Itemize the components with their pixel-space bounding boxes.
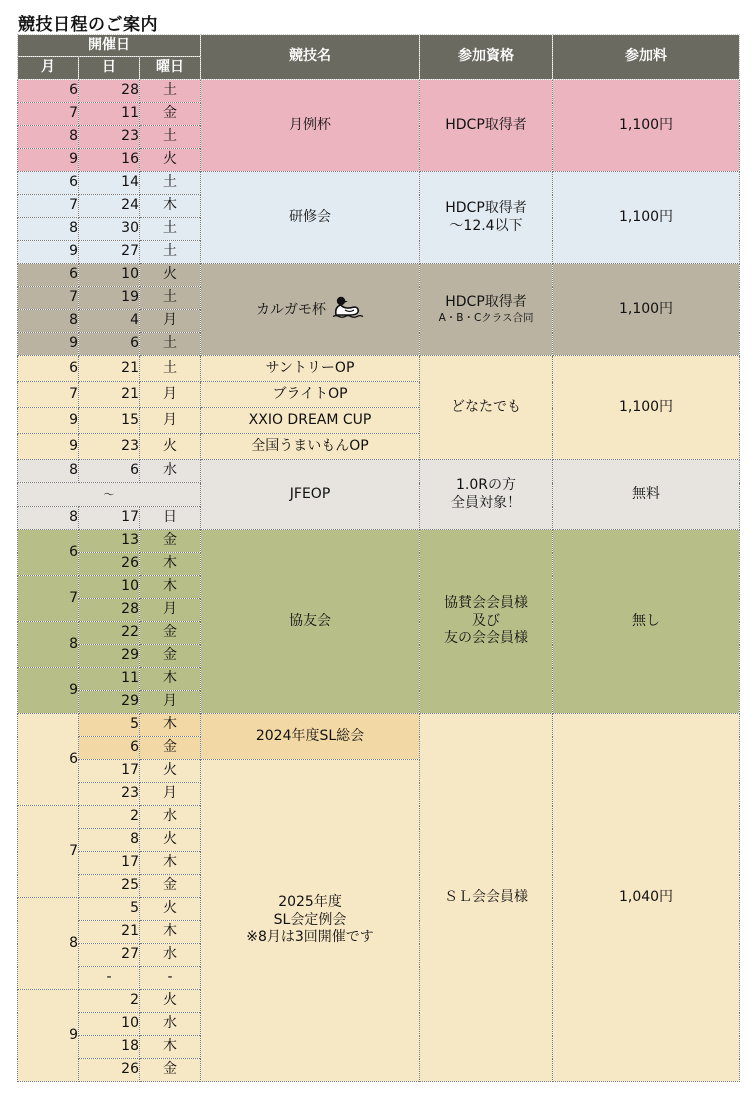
fee-header: 参加料 [553, 35, 740, 80]
weekday-cell: 火 [140, 149, 201, 172]
fee: 無し [553, 530, 740, 714]
month-cell: 7 [18, 103, 79, 126]
weekday-cell: 土 [140, 172, 201, 195]
weekday-cell: 木 [140, 553, 201, 576]
qualification-line: HDCP取得者 [445, 200, 527, 216]
weekday-cell: 月 [140, 408, 201, 434]
weekday-cell: 水 [140, 460, 201, 483]
event-name: XXIO DREAM CUP [201, 408, 420, 434]
month-cell: 8 [18, 126, 79, 149]
qualification-line: 全員対象！ [451, 494, 522, 511]
weekday-cell: 土 [140, 80, 201, 103]
month-cell: 9 [18, 434, 79, 460]
day-cell: 8 [79, 829, 140, 852]
qualification-header: 参加資格 [420, 35, 553, 80]
weekday-cell: 火 [140, 264, 201, 287]
weekday-cell: 月 [140, 382, 201, 408]
weekday-cell: 月 [140, 691, 201, 714]
qualification: HDCP取得者 [420, 80, 553, 172]
day-cell: 26 [79, 1059, 140, 1082]
day-cell: 26 [79, 553, 140, 576]
fee: 1,100円 [553, 80, 740, 172]
weekday-cell: 月 [140, 783, 201, 806]
day-cell: 11 [79, 103, 140, 126]
day-cell: 18 [79, 1036, 140, 1059]
month-cell: 9 [18, 241, 79, 264]
weekday-cell: 火 [140, 434, 201, 460]
table-row [18, 714, 740, 737]
qualification-line: 1.0Rの方 [456, 477, 517, 493]
month-cell: 6 [18, 264, 79, 287]
month-cell: 8 [18, 898, 79, 990]
weekday-cell: 土 [140, 126, 201, 149]
date-group-header: 開催日 [18, 35, 201, 57]
qualification-line: 協賛会会員様 [444, 595, 529, 612]
table-row [18, 172, 740, 195]
weekday-cell: 金 [140, 622, 201, 645]
day-cell: 13 [79, 530, 140, 553]
month-cell: 6 [18, 80, 79, 103]
weekday-cell: 木 [140, 576, 201, 599]
qualification-line: HDCP取得者 [445, 294, 527, 311]
day-cell: 14 [79, 172, 140, 195]
table-row [18, 264, 740, 287]
page-title: 競技日程のご案内 [18, 15, 158, 35]
day-cell: 21 [79, 921, 140, 944]
table-row [18, 530, 740, 553]
day-cell: 4 [79, 310, 140, 333]
month-cell: 7 [18, 287, 79, 310]
day-header: 日 [79, 57, 140, 80]
day-cell: 28 [79, 599, 140, 622]
weekday-cell: 土 [140, 356, 201, 382]
day-cell: 17 [79, 852, 140, 875]
qualification-line: ～12.4以下 [449, 217, 523, 234]
weekday-header: 曜日 [140, 57, 201, 80]
weekday-cell: 土 [140, 241, 201, 264]
fee: 1,100円 [553, 356, 740, 460]
fee: 1,040円 [553, 714, 740, 1082]
month-cell: 8 [18, 310, 79, 333]
day-cell: 5 [79, 714, 140, 737]
event-name-cell [201, 264, 420, 356]
qualification: どなたでも [420, 356, 553, 460]
fee: 1,100円 [553, 264, 740, 356]
weekday-cell: 金 [140, 1059, 201, 1082]
day-cell: 21 [79, 382, 140, 408]
day-cell: 17 [79, 760, 140, 783]
day-cell: 17 [79, 507, 140, 530]
weekday-cell: 火 [140, 898, 201, 921]
weekday-cell: 日 [140, 507, 201, 530]
event-name: 全国うまいもんOP [201, 434, 420, 460]
month-cell: 6 [18, 356, 79, 382]
event-name: 研修会 [201, 172, 420, 264]
month-cell: 8 [18, 622, 79, 668]
weekday-cell: 月 [140, 310, 201, 333]
day-cell: 6 [79, 460, 140, 483]
event-name: ブライトOP [201, 382, 420, 408]
day-cell: 27 [79, 944, 140, 967]
day-cell: 11 [79, 668, 140, 691]
weekday-cell: 木 [140, 668, 201, 691]
day-cell: 22 [79, 622, 140, 645]
day-cell: 23 [79, 783, 140, 806]
day-cell: 30 [79, 218, 140, 241]
day-cell: 23 [79, 434, 140, 460]
fee: 無料 [553, 460, 740, 530]
table-row [18, 80, 740, 103]
day-cell: 10 [79, 576, 140, 599]
day-cell: 21 [79, 356, 140, 382]
day-cell: 24 [79, 195, 140, 218]
event-line: 2025年度 [278, 894, 342, 911]
weekday-cell: 月 [140, 599, 201, 622]
weekday-cell: 水 [140, 1013, 201, 1036]
day-cell: 27 [79, 241, 140, 264]
weekday-cell: - [140, 967, 201, 990]
month-cell: 8 [18, 460, 79, 483]
weekday-cell: 土 [140, 287, 201, 310]
month-cell: 8 [18, 218, 79, 241]
schedule-table [17, 34, 740, 1082]
weekday-cell: 火 [140, 760, 201, 783]
weekday-cell: 火 [140, 829, 201, 852]
event-header: 競技名 [201, 35, 420, 80]
event-name: カルガモ杯 [256, 301, 327, 318]
day-cell: 16 [79, 149, 140, 172]
day-cell: 23 [79, 126, 140, 149]
weekday-cell: 金 [140, 875, 201, 898]
weekday-cell: 土 [140, 333, 201, 356]
day-cell: 25 [79, 875, 140, 898]
month-cell: 7 [18, 382, 79, 408]
weekday-cell: 水 [140, 944, 201, 967]
date-range-tilde: ～ [18, 483, 201, 507]
month-cell: 7 [18, 576, 79, 622]
weekday-cell: 木 [140, 195, 201, 218]
qualification [420, 264, 553, 356]
month-cell: 9 [18, 990, 79, 1082]
weekday-cell: 金 [140, 645, 201, 668]
weekday-cell: 水 [140, 806, 201, 829]
day-cell: 5 [79, 898, 140, 921]
day-cell: 29 [79, 645, 140, 668]
qualification [420, 530, 553, 714]
day-cell: 19 [79, 287, 140, 310]
event-name: JFEOP [201, 460, 420, 530]
qualification [420, 460, 553, 530]
month-cell: 9 [18, 668, 79, 714]
month-cell: 9 [18, 149, 79, 172]
day-cell: 2 [79, 806, 140, 829]
duck-icon [330, 296, 364, 324]
fee: 1,100円 [553, 172, 740, 264]
qualification-line: 及び [472, 612, 501, 629]
day-cell: 6 [79, 737, 140, 760]
day-cell: 2 [79, 990, 140, 1013]
month-cell: 6 [18, 530, 79, 576]
weekday-cell: 木 [140, 714, 201, 737]
day-cell: - [79, 967, 140, 990]
qualification-line: 友の会会員様 [444, 630, 529, 647]
general-meeting: 2024年度SL総会 [201, 714, 420, 760]
weekday-cell: 木 [140, 1036, 201, 1059]
month-cell: 9 [18, 333, 79, 356]
month-header: 月 [18, 57, 79, 80]
day-cell: 10 [79, 264, 140, 287]
day-cell: 29 [79, 691, 140, 714]
day-cell: 15 [79, 408, 140, 434]
weekday-cell: 木 [140, 921, 201, 944]
event-name: 協友会 [201, 530, 420, 714]
weekday-cell: 金 [140, 737, 201, 760]
day-cell: 28 [79, 80, 140, 103]
table-row [18, 460, 740, 483]
event-note: ※8月は3回開催です [246, 929, 374, 946]
event-name [201, 760, 420, 1082]
qualification [420, 172, 553, 264]
weekday-cell: 金 [140, 530, 201, 553]
event-name: 月例杯 [201, 80, 420, 172]
weekday-cell: 金 [140, 103, 201, 126]
weekday-cell: 火 [140, 990, 201, 1013]
weekday-cell: 木 [140, 852, 201, 875]
table-row [18, 356, 740, 382]
month-cell: 7 [18, 806, 79, 898]
month-cell: 7 [18, 195, 79, 218]
event-name: サントリーOP [201, 356, 420, 382]
qualification: ＳＬ会会員様 [420, 714, 553, 1082]
day-cell: 10 [79, 1013, 140, 1036]
event-line: SL会定例会 [273, 911, 347, 928]
weekday-cell: 土 [140, 218, 201, 241]
qualification-note: A・B・Cクラス合同 [438, 311, 534, 324]
month-cell: 6 [18, 172, 79, 195]
month-cell: 8 [18, 507, 79, 530]
month-cell: 6 [18, 714, 79, 806]
month-cell: 9 [18, 408, 79, 434]
day-cell: 6 [79, 333, 140, 356]
